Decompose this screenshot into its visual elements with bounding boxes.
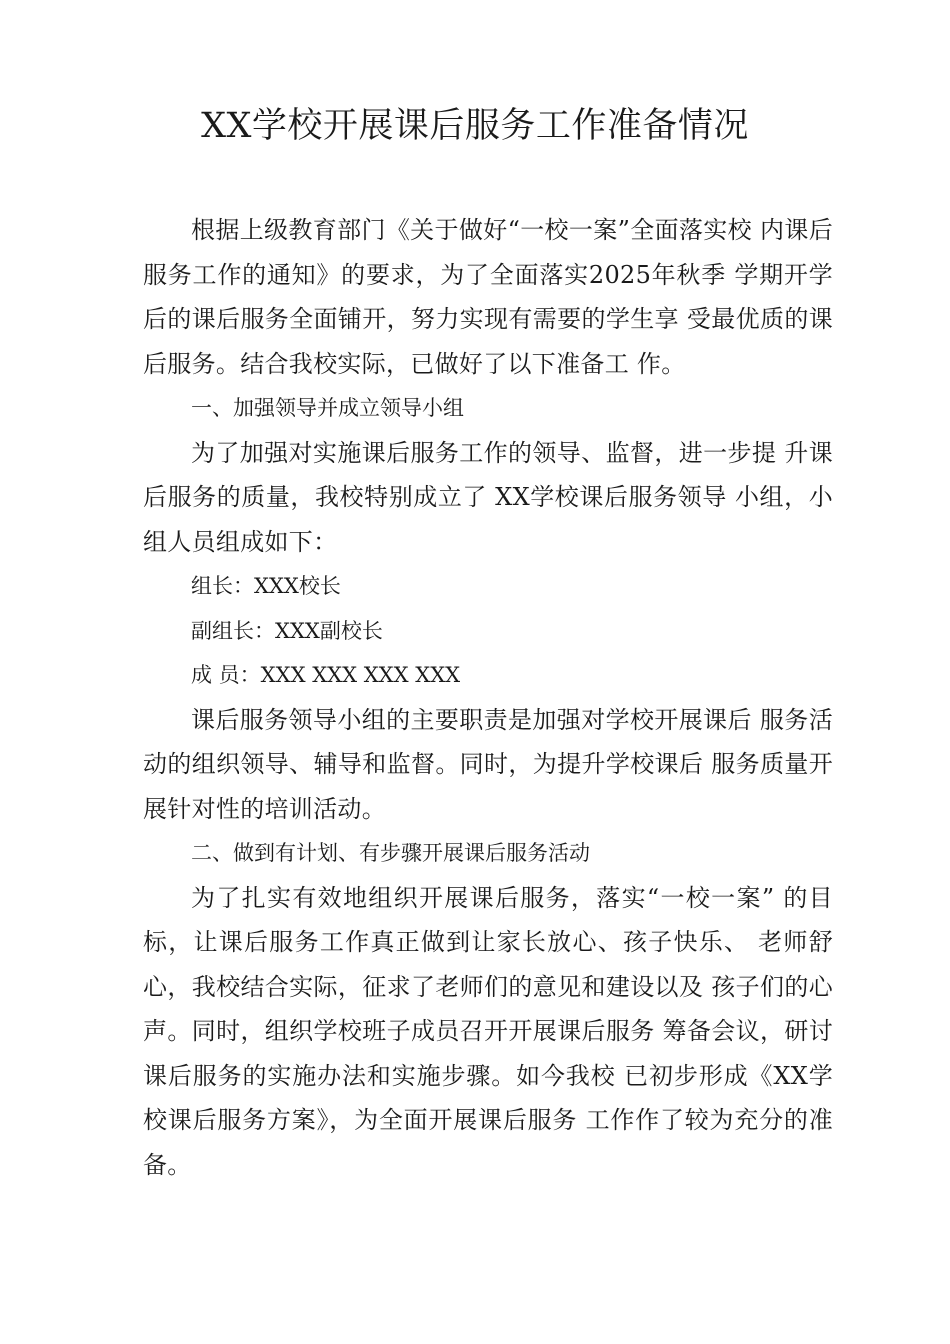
vice-leader-line: 副组长：XXX副校长 bbox=[191, 618, 383, 643]
document-body bbox=[143, 208, 833, 1187]
document-title: XX学校开展课后服务工作准备情况 bbox=[201, 106, 749, 146]
section-2-heading: 二、做到有计划、有步骤开展课后服务活动 bbox=[191, 841, 590, 865]
section-1-paragraph: 为了加强对实施课后服务工作的领导、监督，进一步提 升课后服务的质量，我校特别成立了 XX学校课后服务领导 小组，小组人员组成如下： bbox=[143, 438, 833, 556]
members-line: 成 员：XXX XXX XXX XXX bbox=[191, 663, 461, 687]
intro-paragraph: 根据上级教育部门《关于做好“一校一案”全面落实校 内课后服务工作的通知》的要求，为了全面落实2025年秋季 学期开学后的课后服务全面铺开，努力实现有需要的学生享 受最优质的课后服务。结合我校实际，已做好了以下准备工 作。 bbox=[143, 216, 833, 378]
section-1-heading: 一、加强领导并成立领导小组 bbox=[191, 396, 464, 420]
section-2-paragraph: 为了扎实有效地组织开展课后服务，落实“一校一案” 的目标，让课后服务工作真正做到让家长放心、孩子快乐、 老师舒心，我校结合实际，征求了老师们的意见和建设以及 孩子们的心声。同时，组织学校班子成员召开开展课后服务 筹备会议，研讨课后服务的实施办法和实施步骤。如今我校 已初步形成《XX学校课后服务方案》，为全面开展课后服务 工作作了较为充分的准备。 bbox=[143, 883, 833, 1179]
duties-paragraph: 课后服务领导小组的主要职责是加强对学校开展课后 服务活动的组织领导、辅导和监督。同时，为提升学校课后 服务质量开展针对性的培训活动。 bbox=[143, 705, 833, 823]
leader-line: 组长：XXX校长 bbox=[191, 574, 341, 598]
